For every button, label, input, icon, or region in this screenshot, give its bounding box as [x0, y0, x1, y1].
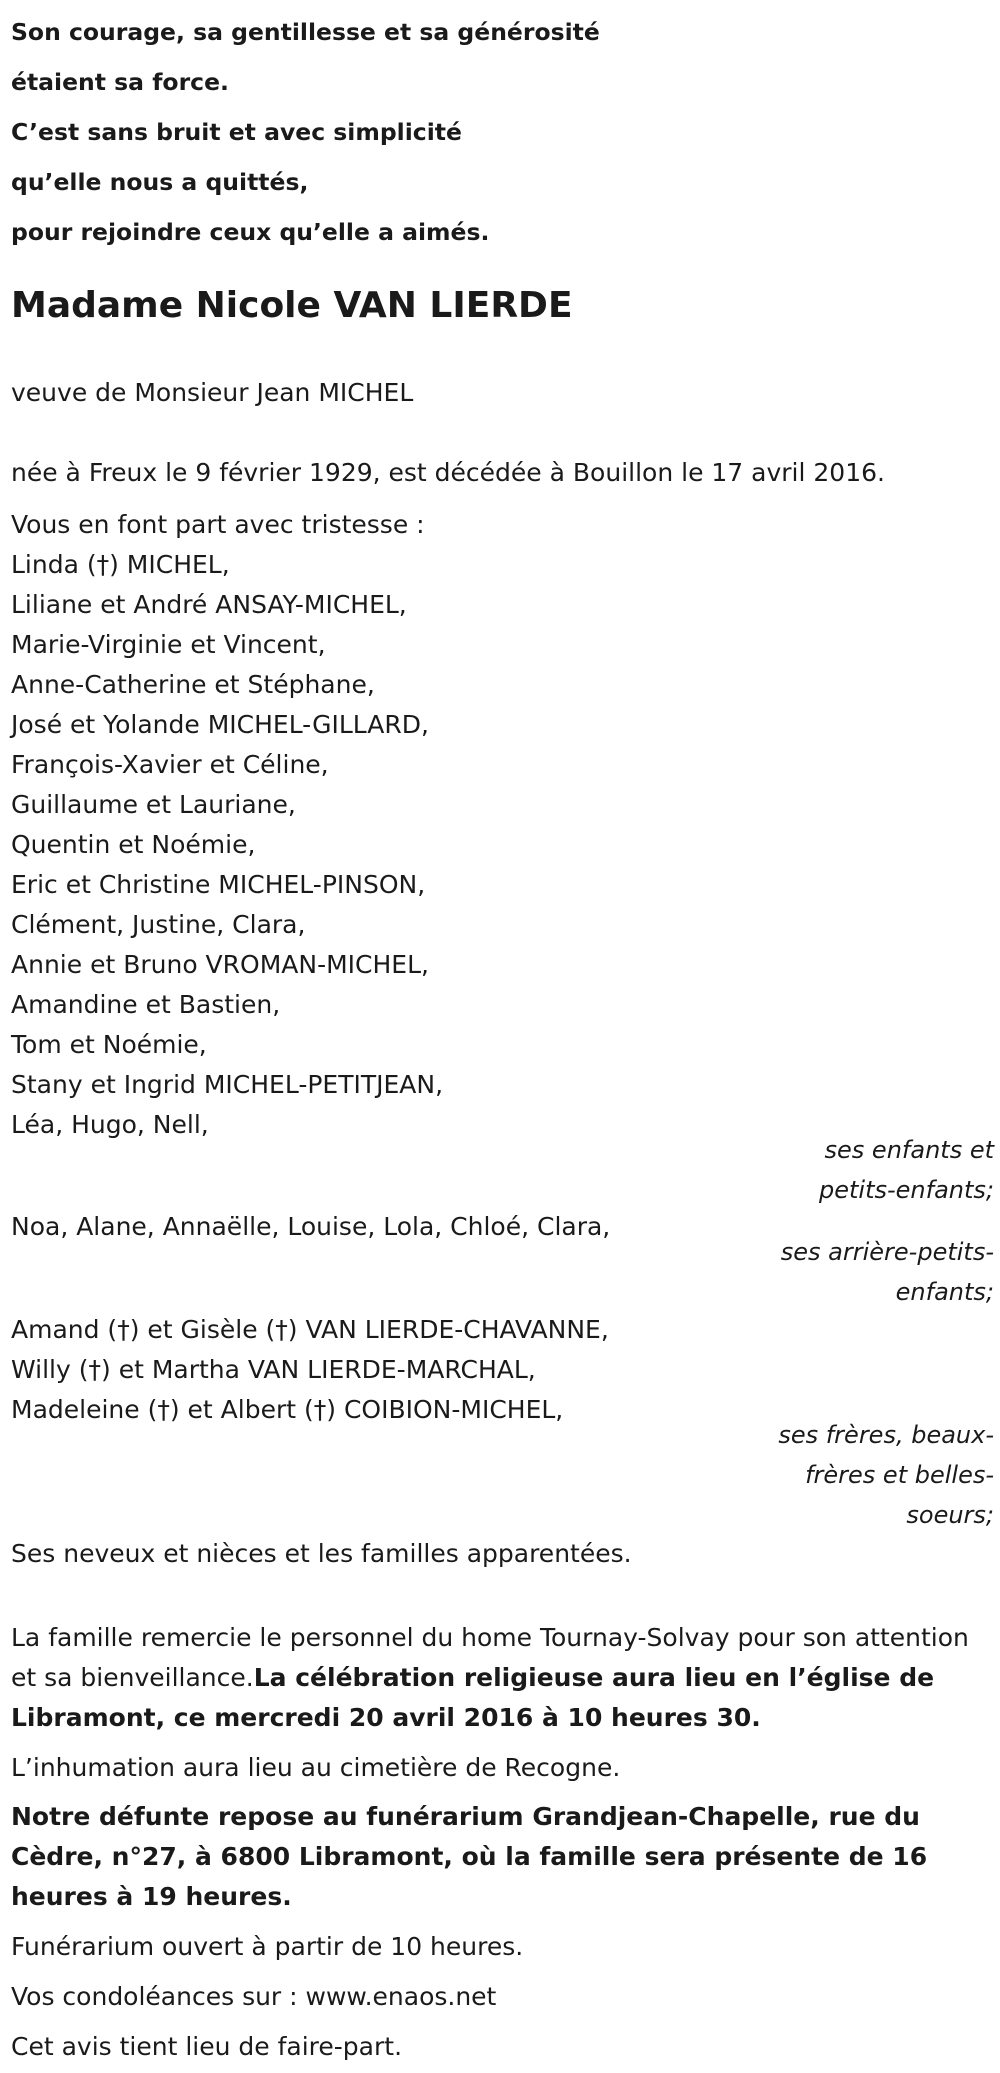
poem-line: qu’elle nous a quittés, — [11, 168, 309, 196]
celebration-text: La célébration religieuse aura lieu en l’église de Libramont, ce mercredi 20 avril 2016 à 10 heures 30. — [11, 1663, 935, 1732]
family-member: Linda (†) MICHEL, — [11, 550, 230, 579]
widow-of: veuve de Monsieur Jean MICHEL — [11, 378, 414, 407]
relation-line: frères et belles- — [805, 1461, 994, 1489]
thanks-text: La famille remercie le personnel du home Tournay-Solvay pour son attention et sa bienveillance. — [11, 1623, 969, 1692]
family-member: Eric et Christine MICHEL-PINSON, — [11, 870, 426, 899]
rest-paragraph: Notre défunte repose au funérarium Grandjean-Chapelle, rue du Cèdre, n°27, à 6800 Libramont, où la famille sera présente de 16 heures à 19 heures. — [11, 1802, 928, 1911]
family-member: Tom et Noémie, — [11, 1030, 207, 1059]
family-member: Liliane et André ANSAY-MICHEL, — [11, 590, 407, 619]
great-grandchildren-relation — [781, 1232, 994, 1312]
poem-line: C’est sans bruit et avec simplicité — [11, 118, 462, 146]
sibling-line: Willy (†) et Martha VAN LIERDE-MARCHAL, — [11, 1355, 536, 1384]
family-member: Léa, Hugo, Nell, — [11, 1110, 209, 1139]
family-member: Anne-Catherine et Stéphane, — [11, 670, 375, 699]
family-member: Quentin et Noémie, — [11, 830, 256, 859]
sibling-line: Amand (†) et Gisèle (†) VAN LIERDE-CHAVANNE, — [11, 1315, 609, 1344]
poem-line: pour rejoindre ceux qu’elle a aimés. — [11, 218, 490, 246]
condolences-text: Vos condoléances sur : www.enaos.net — [11, 1982, 497, 2011]
family-member: Clément, Justine, Clara, — [11, 910, 306, 939]
sibling-line: Madeleine (†) et Albert (†) COIBION-MICHEL, — [11, 1395, 564, 1424]
extended-family: Ses neveux et nièces et les familles apparentées. — [11, 1539, 632, 1568]
poem-line: étaient sa force. — [11, 68, 229, 96]
family-member: José et Yolande MICHEL-GILLARD, — [11, 710, 429, 739]
relation-line: enfants; — [895, 1278, 994, 1306]
great-grandchildren: Noa, Alane, Annaëlle, Louise, Lola, Chloé, Clara, — [11, 1212, 611, 1241]
relation-line: ses enfants et — [824, 1136, 994, 1164]
family-member: Annie et Bruno VROMAN-MICHEL, — [11, 950, 429, 979]
family-member: Marie-Virginie et Vincent, — [11, 630, 326, 659]
thanks-paragraph — [11, 1618, 996, 1738]
relation-line: petits-enfants; — [819, 1176, 994, 1204]
deceased-name: Madame Nicole VAN LIERDE — [11, 285, 573, 326]
siblings-relation — [778, 1415, 994, 1535]
opening-text: Funérarium ouvert à partir de 10 heures. — [11, 1932, 524, 1961]
relation-line: ses arrière-petits- — [780, 1238, 994, 1266]
relation-line: soeurs; — [906, 1501, 994, 1529]
family-member: François-Xavier et Céline, — [11, 750, 329, 779]
children-relation — [819, 1130, 994, 1210]
birth-death: née à Freux le 9 février 1929, est décédée à Bouillon le 17 avril 2016. — [11, 458, 885, 487]
family-member: Amandine et Bastien, — [11, 990, 281, 1019]
relation-line: ses frères, beaux- — [778, 1421, 994, 1449]
poem — [11, 7, 691, 257]
notice-text: Cet avis tient lieu de faire-part. — [11, 2032, 403, 2061]
burial-text: L’inhumation aura lieu au cimetière de Recogne. — [11, 1753, 621, 1782]
family-member: Guillaume et Lauriane, — [11, 790, 296, 819]
poem-line: Son courage, sa gentillesse et sa générosité — [11, 18, 600, 46]
family-intro: Vous en font part avec tristesse : — [11, 510, 425, 539]
family-member: Stany et Ingrid MICHEL-PETITJEAN, — [11, 1070, 444, 1099]
